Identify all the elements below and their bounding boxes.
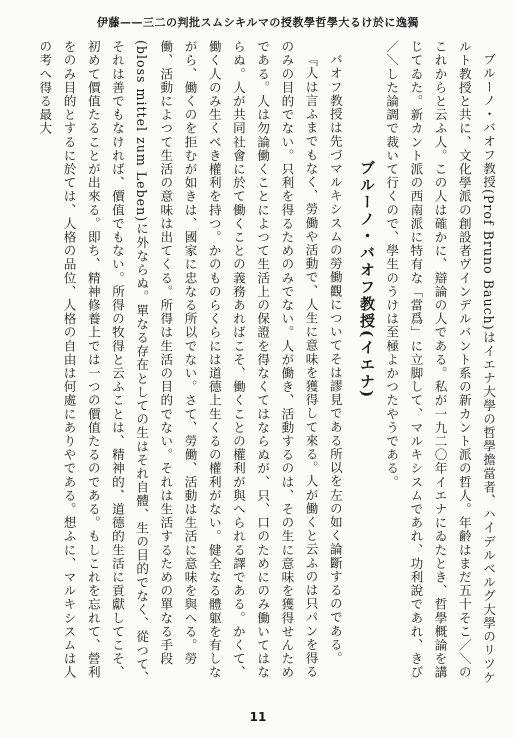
running-header: 伊藤——三二の判批スムシキルマの授教學哲學大るけ於に逸獨 [97, 16, 419, 29]
page-number: 11 [249, 710, 267, 724]
paragraph-intro: ブルーノ・バオフ教授(Prof Bruno Bauch)はイエナ大學の哲學擔當者、ハイデルベルグ大學のリツケルト教授と共に、文化學派の創設者ヴインデルバント系の新カント派の哲人。年齢はまだ五十そこ／＼のこれからと云ふ人。この人は確かに、辯論の人である。私が一九二〇年イエナにゐたとき、哲學概論を講じてゐた。新カント派の西南派に特有な「當爲」に立脚して、マルキシスムであれ、功利說であれ、きび／＼した論調で裁いて行くので、學生のうけは至極よかつたやうである。 [384, 40, 496, 684]
paragraph-quote: 『人は言ふまでもなく、勞働や活動で、人生に意味を獲得して來る。人が働くと云ふのは只パンを得るのみの目的でない。只利を得るためのみでない。人が働き、活動するのは、その生に意味を獲得せんためである。人は勿論働くことによつて生活上の保證を得なくてはならぬが、只、口のためにのみ働いてはならぬ。人が共同社會に於て働くことの義務あればこそ、働くことの權利が與へられる譯である。かくて、働く人のみ生くべき權利を持つ。かのものらくらには道德上生くるの權利がない。健全なる體躯を有しながら、働くのを拒むが如きは、國家に忠なる所以でない。さて、勞働、活動は生活に意味を與へる。勞働、活動によつて生活の意味は出てくる。所得は生活の目的でない。それは生活するための單なる手段(bloss mittel zum Leben)に外ならぬ。單なる存在としての生はそれ自體、生の目的でなく、從つて、それは善でもなければ、價值でもない。所得の牧得と云ふことは、精神的、道德的生活に貢獻してこそ、初めて價值たることが出來る。即ち、精神修養上では一つの價值たるのである。もしこれを忘れて、營利をのみ目的とするに於ては、人格の品位、人格の自由は何處にありやである。想ふに、マルキシスムは人の考へ得る最大 [37, 40, 319, 685]
article-body [18, 40, 500, 690]
section-heading: ブルーノ・バオフ教授(イエナ) [357, 160, 376, 400]
paragraph-lead: バオフ教授は先づマルキシスムの勞働觀についてそは謬見である所以を左の如く論斷するのである。 [327, 52, 343, 665]
